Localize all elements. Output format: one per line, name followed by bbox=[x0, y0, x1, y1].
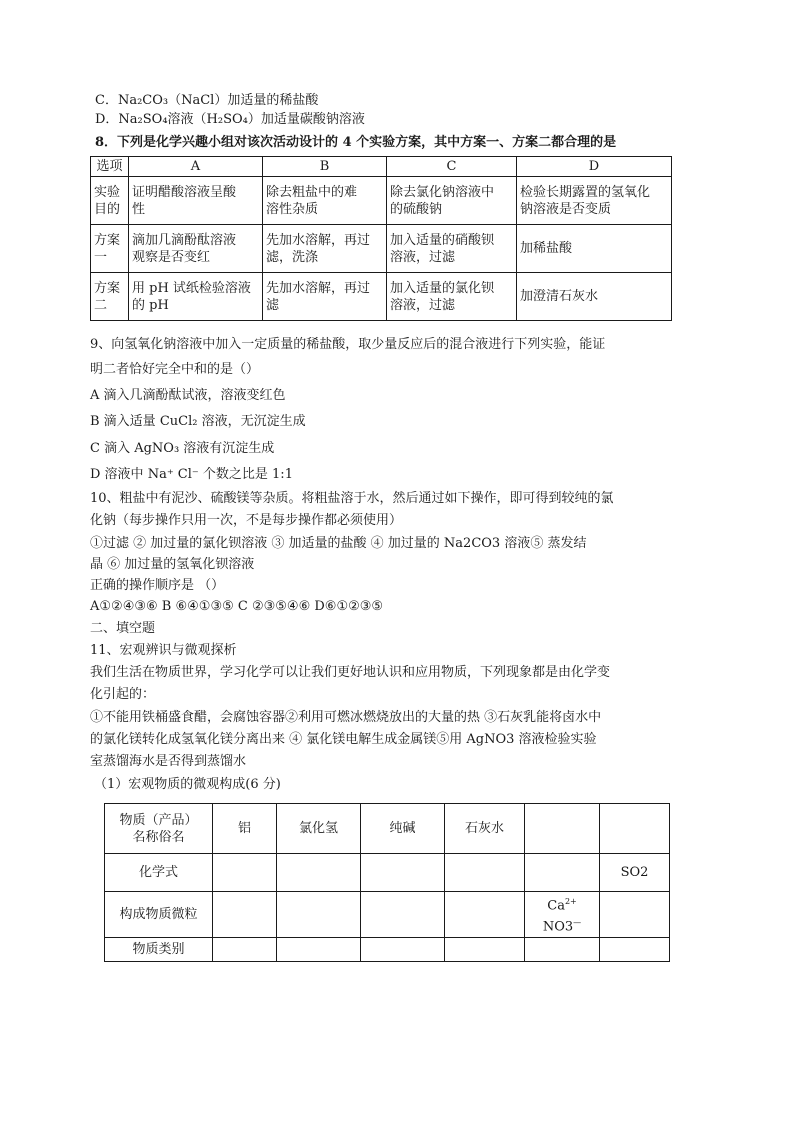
q8-cell bbox=[129, 225, 263, 273]
cell-line: 证明醋酸溶液呈酸 bbox=[132, 184, 237, 200]
q11-blank-cell bbox=[445, 937, 525, 961]
q11-blank-cell bbox=[445, 854, 525, 892]
q11-name-cell: 铝 bbox=[213, 804, 277, 854]
cell-line: 加入适量的氯化钡 bbox=[390, 280, 495, 296]
cell-line: 的 pH bbox=[132, 297, 169, 313]
q9-option-a: A 滴入几滴酚酞试液，溶液变红色 bbox=[90, 388, 286, 403]
q11-para-line4: 的氯化镁转化成氢氧化镁分离出来 ④ 氯化镁电解生成金属镁⑤用 AgNO3 溶液检验实验 bbox=[90, 732, 597, 747]
q8-header-b: B bbox=[263, 157, 387, 177]
option-d-prev: D．Na₂SO₄溶液（H₂SO₄）加适量碳酸钠溶液 bbox=[95, 112, 365, 127]
q11-row-header: 化学式 bbox=[105, 854, 213, 892]
q11-row-header: 构成物质微粒 bbox=[105, 892, 213, 938]
cell-line: 用 pH 试纸检验溶液 bbox=[132, 280, 251, 296]
label-line: 方案 bbox=[94, 280, 121, 296]
q11-blank-cell bbox=[445, 892, 525, 938]
q11-table bbox=[104, 803, 670, 962]
label-line: 二 bbox=[94, 297, 108, 313]
cell-line: 溶性杂质 bbox=[266, 201, 319, 217]
cell-line: 溶液，过滤 bbox=[390, 297, 456, 313]
cell-line: 加入适量的硝酸钡 bbox=[390, 232, 495, 248]
section-title: 二、填空题 bbox=[90, 621, 156, 636]
q11-blank-cell bbox=[213, 854, 277, 892]
q9-option-b: B 滴入适量 CuCl₂ 溶液，无沉淀生成 bbox=[90, 414, 306, 429]
cell-line: 除去粗盐中的难 bbox=[266, 184, 358, 200]
q9-option-c: C 滴入 AgNO₃ 溶液有沉淀生成 bbox=[90, 441, 275, 456]
particle-ca-symbol: Ca bbox=[547, 898, 565, 914]
q8-row-purpose bbox=[91, 177, 672, 225]
q11-particle-cell bbox=[525, 892, 600, 938]
q11-name-cell: 纯碱 bbox=[361, 804, 445, 854]
q8-row-label bbox=[91, 273, 129, 321]
q11-name-cell bbox=[525, 804, 600, 854]
q11-row-header bbox=[105, 804, 213, 854]
q9-stem-line1: 9、向氢氧化钠溶液中加入一定质量的稀盐酸，取少量反应后的混合液进行下列实验，能证 bbox=[90, 337, 606, 352]
q9-stem-line2: 明二者恰好完全中和的是（） bbox=[90, 362, 260, 377]
q8-cell bbox=[517, 225, 672, 273]
q11-blank-cell bbox=[277, 854, 361, 892]
q8-cell bbox=[263, 225, 387, 273]
q10-stem-line2: 化钠（每步操作只用一次，不是每步操作都必须使用） bbox=[90, 513, 403, 528]
cell-line: 性 bbox=[132, 201, 146, 217]
cell-line: 的硫酸钠 bbox=[390, 201, 443, 217]
particle-ca-charge: 2+ bbox=[564, 897, 577, 906]
q11-title: 11、宏观辨识与微观探析 bbox=[90, 643, 237, 658]
q8-cell bbox=[387, 273, 517, 321]
q8-header-option: 选项 bbox=[91, 157, 129, 177]
particle-no3-symbol: NO3 bbox=[542, 919, 574, 935]
q10-ask: 正确的操作顺序是 （） bbox=[90, 578, 225, 593]
q8-row-label bbox=[91, 177, 129, 225]
q8-row-label bbox=[91, 225, 129, 273]
q11-para-line2: 化引起的： bbox=[90, 687, 156, 702]
q11-blank-cell bbox=[213, 937, 277, 961]
cell-line: 除去氯化钠溶液中 bbox=[390, 184, 495, 200]
q11-formula-cell: SO2 bbox=[600, 854, 670, 892]
q11-para-line1: 我们生活在物质世界，学习化学可以让我们更好地认识和应用物质，下列现象都是由化学变 bbox=[90, 665, 611, 680]
q11-para-line3: ①不能用铁桶盛食醋，会腐蚀容器②利用可燃冰燃烧放出的大量的热 ③石灰乳能将卤水中 bbox=[90, 710, 602, 725]
cell-line: 滤，洗涤 bbox=[266, 249, 319, 265]
label-line: 目的 bbox=[94, 201, 121, 217]
q11-blank-cell bbox=[361, 892, 445, 938]
label-line: 实验 bbox=[94, 184, 121, 200]
cell-line: 先加水溶解，再过 bbox=[266, 232, 371, 248]
header-line: 物质（产品） bbox=[119, 812, 198, 828]
cell-line: 加澄清石灰水 bbox=[520, 289, 599, 304]
q11-row-particles bbox=[105, 892, 670, 938]
header-line: 名称俗名 bbox=[132, 829, 185, 845]
q11-row-formula bbox=[105, 854, 670, 892]
q11-name-cell: 氯化氢 bbox=[277, 804, 361, 854]
q11-blank-cell bbox=[213, 892, 277, 938]
q10-ops-line1: ①过滤 ② 加过量的氯化钡溶液 ③ 加适量的盐酸 ④ 加过量的 Na2CO3 溶液⑤ 蒸发结 bbox=[90, 536, 587, 551]
q8-cell bbox=[263, 273, 387, 321]
q8-cell bbox=[387, 177, 517, 225]
q10-ops-line2: 晶 ⑥ 加过量的氢氧化钡溶液 bbox=[90, 557, 255, 572]
q11-row-category bbox=[105, 937, 670, 961]
q11-blank-cell bbox=[600, 892, 670, 938]
q11-blank-cell bbox=[277, 892, 361, 938]
q11-para-line5: 室蒸馏海水是否得到蒸馏水 bbox=[90, 754, 247, 769]
q8-cell bbox=[129, 177, 263, 225]
q8-cell bbox=[517, 273, 672, 321]
q8-header-c: C bbox=[387, 157, 517, 177]
particle-no3-charge: — bbox=[573, 918, 582, 928]
particle-no3 bbox=[528, 914, 596, 935]
q8-cell bbox=[129, 273, 263, 321]
cell-line: 钠溶液是否变质 bbox=[520, 201, 612, 217]
cell-line: 滴加几滴酚酞溶液 bbox=[132, 232, 237, 248]
cell-line: 滤 bbox=[266, 297, 280, 313]
q11-row-names bbox=[105, 804, 670, 854]
q11-row-header: 物质类别 bbox=[105, 937, 213, 961]
cell-line: 检验长期露置的氢氧化 bbox=[520, 184, 651, 200]
q8-table bbox=[90, 156, 672, 321]
q8-row-plan1 bbox=[91, 225, 672, 273]
q9-option-d: D 溶液中 Na⁺ Cl⁻ 个数之比是 1:1 bbox=[90, 467, 293, 482]
q11-blank-cell bbox=[277, 937, 361, 961]
cell-line: 加稀盐酸 bbox=[520, 241, 573, 256]
option-c-prev: C．Na₂CO₃（NaCl）加适量的稀盐酸 bbox=[95, 93, 319, 108]
q8-cell bbox=[387, 225, 517, 273]
cell-line: 观察是否变红 bbox=[132, 249, 211, 265]
q10-stem-line1: 10、粗盐中有泥沙、硫酸镁等杂质。将粗盐溶于水，然后通过如下操作，即可得到较纯的氯 bbox=[90, 491, 614, 506]
q11-name-cell bbox=[600, 804, 670, 854]
q11-blank-cell bbox=[361, 937, 445, 961]
q8-cell bbox=[517, 177, 672, 225]
q11-blank-cell bbox=[600, 937, 670, 961]
q8-stem: 8．下列是化学兴趣小组对该次活动设计的 4 个实验方案，其中方案一、方案二都合理的是 bbox=[95, 135, 617, 150]
q8-header-d: D bbox=[517, 157, 672, 177]
q11-name-cell: 石灰水 bbox=[445, 804, 525, 854]
q11-blank-cell bbox=[361, 854, 445, 892]
q11-blank-cell bbox=[525, 854, 600, 892]
label-line: 方案 bbox=[94, 232, 121, 248]
q10-choices: A①②④③⑥ B ⑥④①③⑤ C ②③⑤④⑥ D⑥①②③⑤ bbox=[90, 599, 384, 614]
q8-header-a: A bbox=[129, 157, 263, 177]
q8-header-row bbox=[91, 157, 672, 177]
q11-subquestion: （1）宏观物质的微观构成(6 分) bbox=[94, 777, 281, 792]
particle-ca bbox=[528, 893, 596, 914]
cell-line: 先加水溶解，再过 bbox=[266, 280, 371, 296]
cell-line: 溶液，过滤 bbox=[390, 249, 456, 265]
label-line: 一 bbox=[94, 249, 108, 265]
q8-row-plan2 bbox=[91, 273, 672, 321]
q11-blank-cell bbox=[525, 937, 600, 961]
q8-cell bbox=[263, 177, 387, 225]
